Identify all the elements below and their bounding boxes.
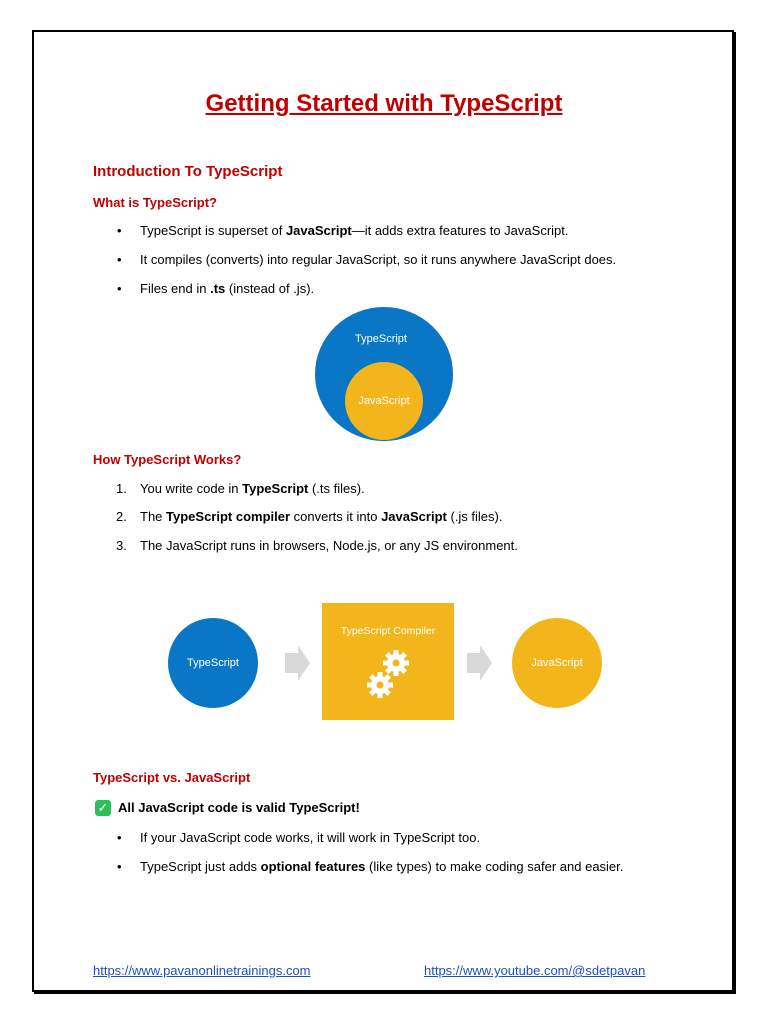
text-bold: optional features (260, 859, 366, 874)
bullet-dot: • (117, 859, 122, 874)
text-part: (.js files). (446, 509, 503, 524)
vs-bullet-1 (140, 830, 480, 845)
intro-heading: Introduction To TypeScript (93, 163, 283, 180)
bullet-dot: • (117, 252, 122, 267)
footer-website-link[interactable]: https://www.pavanonlinetrainings.com (93, 963, 311, 978)
compile-flow-diagram (160, 595, 610, 730)
text-part: The JavaScript runs in browsers, Node.js, or any JS environment. (140, 538, 518, 553)
how-step-3 (140, 538, 518, 553)
venn-outer-label: TypeScript (355, 333, 407, 345)
text-bold: JavaScript (285, 223, 352, 238)
text-part: You write code in (140, 481, 243, 496)
right-arrow-icon (285, 645, 310, 681)
vs-heading: TypeScript vs. JavaScript (93, 770, 251, 785)
right-arrow-icon (467, 645, 492, 681)
text-part: It compiles (converts) into regular JavaScript, so it runs anywhere JavaScript does. (140, 252, 617, 267)
venn-diagram (312, 305, 456, 445)
valid-note: All JavaScript code is valid TypeScript! (118, 800, 360, 815)
text-part: TypeScript just adds (140, 859, 261, 874)
page-title-wrap (0, 90, 768, 118)
text-part: (instead of .js). (225, 281, 315, 296)
text-part: —it adds extra features to JavaScript. (351, 223, 569, 238)
what-bullet-1 (140, 223, 569, 238)
text-bold: .ts (210, 281, 226, 296)
what-bullet-3 (140, 281, 314, 296)
how-step-2 (140, 509, 502, 524)
flow-target-label: JavaScript (531, 657, 583, 669)
bullet-dot: • (117, 281, 122, 296)
how-heading: How TypeScript Works? (93, 452, 242, 467)
text-part: Files end in (140, 281, 211, 296)
text-bold: JavaScript (381, 509, 447, 524)
vs-bullet-2 (140, 859, 623, 874)
text-part: converts it into (290, 509, 382, 524)
text-bold: TypeScript (242, 481, 309, 496)
flow-compiler-label: TypeScript Compiler (340, 625, 436, 637)
venn-inner-label: JavaScript (358, 395, 410, 407)
bullet-dot: • (117, 830, 122, 845)
how-step-1 (140, 481, 365, 496)
text-part: TypeScript is superset of (140, 223, 286, 238)
bullet-dot: • (117, 223, 122, 238)
step-number: 3. (116, 538, 127, 553)
text-bold: TypeScript compiler (166, 509, 291, 524)
text-part: The (140, 509, 167, 524)
text-part: If your JavaScript code works, it will work in TypeScript too. (140, 830, 481, 845)
what-bullet-2 (140, 252, 616, 267)
text-part: (.ts files). (308, 481, 365, 496)
text-part: (like types) to make coding safer and easier. (365, 859, 624, 874)
footer-youtube-link[interactable]: https://www.youtube.com/@sdetpavan (424, 963, 646, 978)
step-number: 1. (116, 481, 127, 496)
flow-source-label: TypeScript (187, 657, 239, 669)
check-icon: ✓ (95, 800, 111, 816)
step-number: 2. (116, 509, 127, 524)
what-heading: What is TypeScript? (93, 195, 217, 210)
page-title: Getting Started with TypeScript (205, 90, 563, 117)
